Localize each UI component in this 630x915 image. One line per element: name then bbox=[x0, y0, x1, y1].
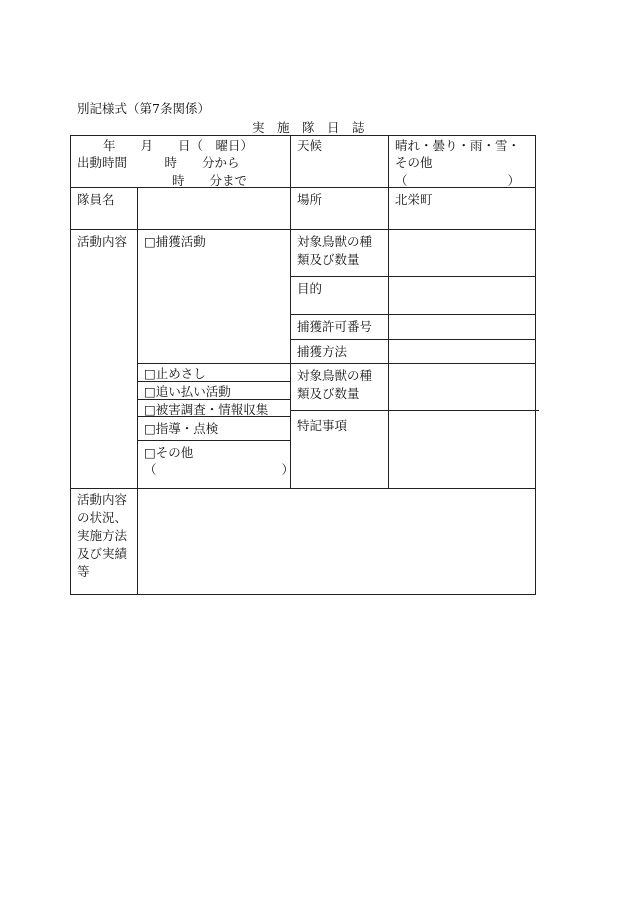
species-label-2a: 対象鳥獣の種 bbox=[297, 368, 373, 383]
purpose-label: 目的 bbox=[297, 281, 323, 296]
capture-method-label: 捕獲方法 bbox=[297, 344, 348, 359]
place-value: 北栄町 bbox=[395, 192, 433, 207]
status-label-1: 活動内容 bbox=[77, 492, 128, 507]
species-label-2b: 類及び数量 bbox=[297, 386, 360, 401]
row-divider-permit bbox=[290, 314, 536, 315]
form-label: 別記様式（第7条関係） bbox=[77, 101, 210, 116]
col-divider-middle bbox=[290, 135, 291, 488]
col-divider-left bbox=[137, 187, 138, 595]
species-label-1a: 対象鳥獣の種 bbox=[297, 234, 373, 249]
permit-number-label: 捕獲許可番号 bbox=[297, 319, 373, 334]
status-label-2: の状況、 bbox=[77, 510, 128, 525]
dispatch-time-from: 出動時間 時 分から bbox=[77, 155, 240, 170]
notes-label: 特記事項 bbox=[297, 418, 348, 433]
status-label-4: 及び実績 bbox=[77, 546, 128, 561]
weather-label: 天候 bbox=[297, 138, 323, 153]
col-divider-right bbox=[388, 135, 389, 488]
weather-other: その他 bbox=[395, 155, 433, 170]
weather-options: 晴れ・曇り・雨・雪・ bbox=[395, 138, 521, 153]
row-divider-method bbox=[290, 339, 536, 340]
checkbox-survey: □被害調査・情報収集 bbox=[144, 402, 269, 417]
checkbox-stop: □止めさし bbox=[144, 366, 206, 381]
weather-other-paren: （ ） bbox=[395, 173, 521, 188]
checkbox-guide: □指導・点検 bbox=[144, 421, 219, 436]
row-divider-notes bbox=[290, 410, 539, 411]
status-label-5: 等 bbox=[77, 564, 90, 579]
row-divider-3 bbox=[70, 488, 536, 489]
species-label-1b: 類及び数量 bbox=[297, 252, 360, 267]
checkbox-chase: □追い払い活動 bbox=[144, 384, 231, 399]
page-title: 実 施 隊 日 誌 bbox=[252, 120, 365, 135]
activity-label: 活動内容 bbox=[77, 234, 128, 249]
row-divider-purpose bbox=[290, 276, 536, 277]
date-line: 年 月 日（ 曜日） bbox=[103, 138, 254, 153]
checkbox-other: □その他 bbox=[144, 445, 194, 460]
members-label: 隊員名 bbox=[77, 192, 115, 207]
other-paren: （ ） bbox=[144, 462, 295, 477]
dispatch-time-to: 時 分まで bbox=[172, 173, 248, 188]
row-divider-2 bbox=[70, 229, 536, 230]
checkbox-capture: □捕獲活動 bbox=[144, 234, 206, 249]
status-label-3: 実施方法 bbox=[77, 528, 128, 543]
row-divider-other bbox=[137, 440, 290, 441]
place-label: 場所 bbox=[297, 192, 323, 207]
